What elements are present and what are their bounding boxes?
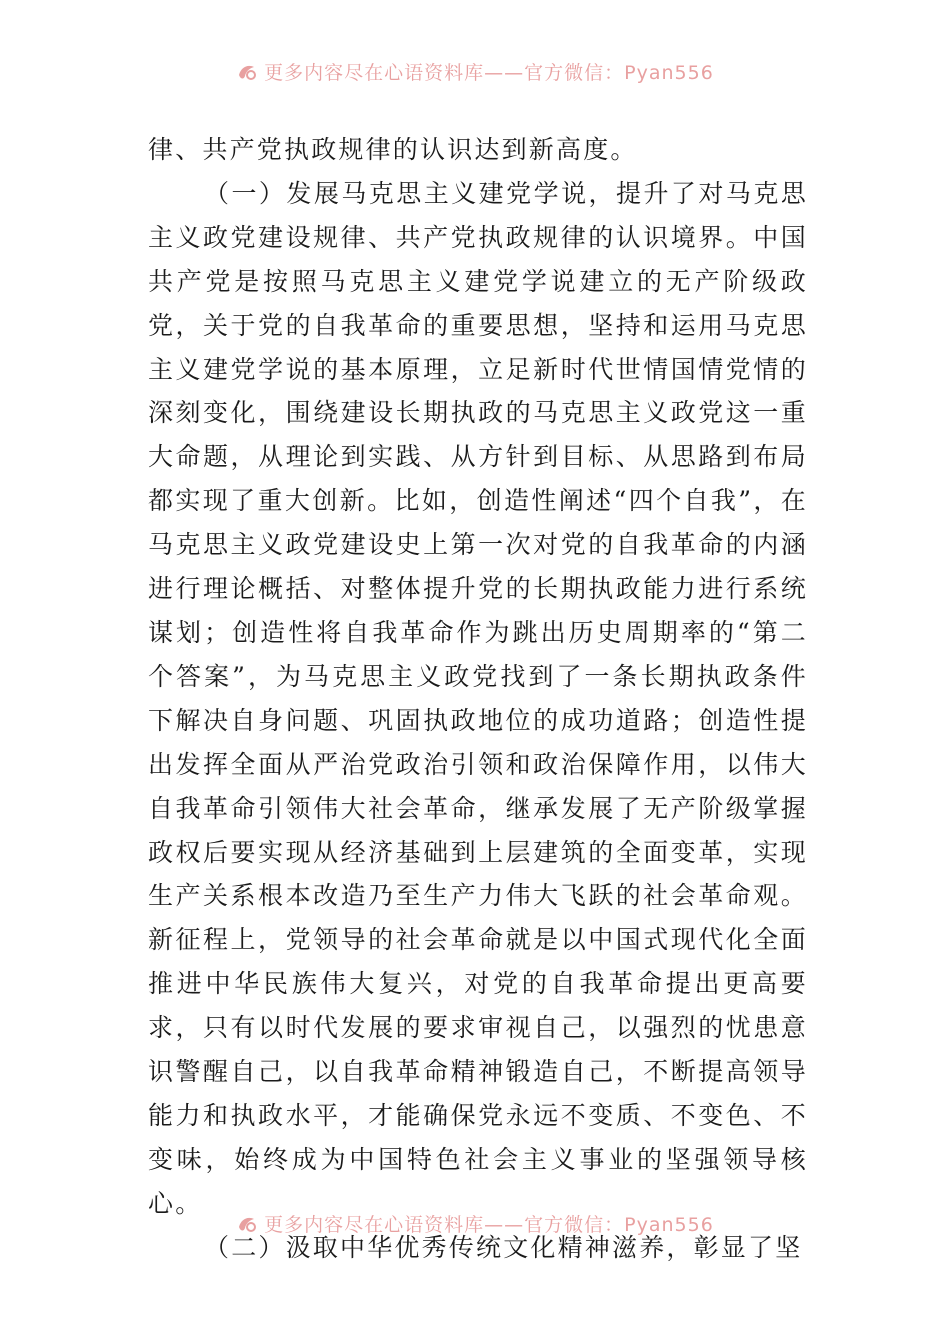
paragraph-continuation: 律、共产党执政规律的认识达到新高度。 <box>148 135 638 164</box>
watermark-text: 更多内容尽在心语资料库——官方微信：Pyan556 <box>264 1214 714 1236</box>
paragraph-section-one: （一）发展马克思主义建党学说，提升了对马克思主义政党建设规律、共产党执政规律的认识境界。中国共产党是按照马克思主义建党学说建立的无产阶级政党，关于党的自我革命的重要思想，坚持和运用马克思主义建党学说的基本原理，立足新时代世情国情党情的深刻变化，围绕建设长期执政的马克思主义政党这一重大命题，从理论到实践、从方针到目标、从思路到布局都实现了重大创新。比如，创造性阐述“四个自我”，在马克思主义政党建设史上第一次对党的自我革命的内涵进行理论概括、对整体提升党的长期执政能力进行系统谋划；创造性将自我革命作为跳出历史周期率的“第二个答案”，为马克思主义政党找到了一条长期执政条件下解决自身问题、巩固执政地位的成功道路；创造性提出发挥全面从严治党政治引领和政治保障作用，以伟大自我革命引领伟大社会革命，继承发展了无产阶级掌握政权后要实现从经济基础到上层建筑的全面变革，实现生产关系根本改造乃至生产力伟大飞跃的社会革命观。新征程上，党领导的社会革命就是以中国式现代化全面推进中华民族伟大复兴，对党的自我革命提出更高要求，只有以时代发展的要求审视自己，以强烈的忧患意识警醒自己，以自我革命精神锻造自己，不断提高领导能力和执政水平，才能确保党永远不变质、不变色、不变味，始终成为中国特色社会主义事业的坚强领导核心。 <box>148 178 808 1218</box>
watermark-logo-icon <box>236 61 258 83</box>
watermark-logo-icon <box>236 1213 258 1235</box>
watermark-text: 更多内容尽在心语资料库——官方微信：Pyan556 <box>264 62 714 84</box>
paragraph-section-two: （二）汲取中华优秀传统文化精神滋养，彰显了坚 <box>204 1232 803 1262</box>
footer-watermark <box>0 1210 950 1237</box>
document-body <box>148 128 808 1270</box>
header-watermark <box>0 58 950 85</box>
